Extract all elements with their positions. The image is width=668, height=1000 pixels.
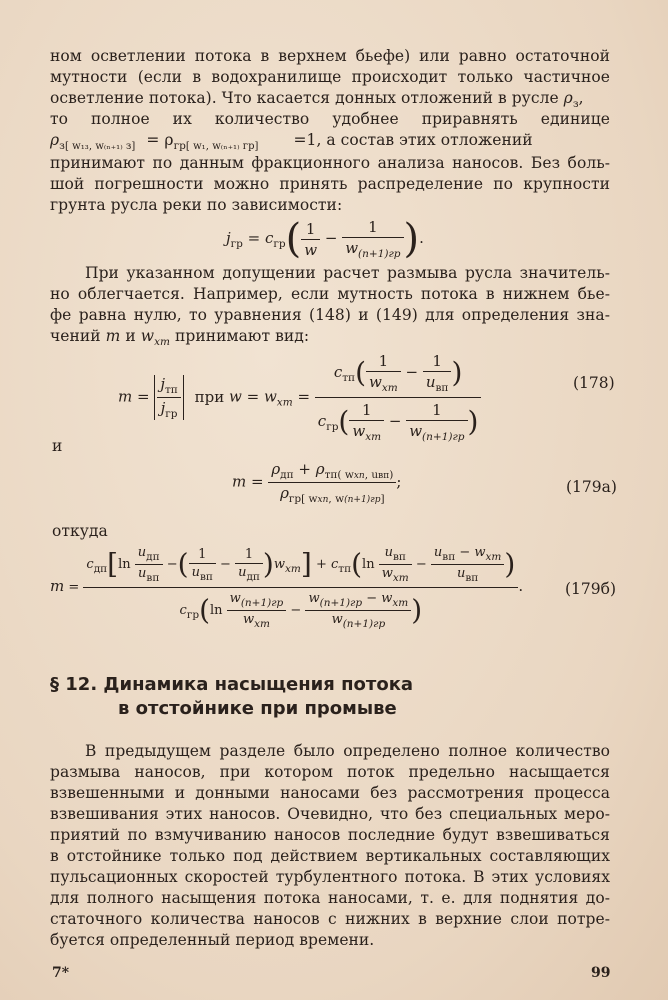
equation-number-179a: (179a) (566, 478, 617, 496)
text-line: мутности (если в водохранилище происходит только частичное (50, 68, 610, 86)
text-line: чений m и $w_{xm}$ принимают вид: (50, 327, 310, 348)
text-line: ном осветлении потока в верхнем бьефе) или равно остаточной (50, 47, 610, 65)
equation-179b: m = $c_{дп}[\ln$ $\frac{u_{дп}}{u_{вп}}$ −( $\frac{1}{u_{вп}}$ − $\frac{1}{u_{дп}}$ )$w_{xm}] + c_{тп}(\ln$ $\frac{u_{вп}}{w_{xm}}$ − $\frac{u_{вп} - w_{xm}}{u_{вп}}$ ) $c_{гр}(\ln$ $\frac{w_{(n+1)гр}}{w_{xm}}$ − $\frac{w_{(n+1)гр} - w_{xm}}{w_{(n+1)гр}}$ ) . (50, 545, 524, 630)
text-line: статочного количества наносов с нижних в верхние слои потре- (50, 910, 610, 928)
equation-j-gr: $j_{гр} = c_{гр}$( $\frac{1}{w}$ − $\frac{1}{w_{(n+1)гр}}$ ). (226, 216, 424, 262)
text-line: откуда (52, 522, 108, 540)
text-line: В предыдущем разделе было определено полное количество (85, 742, 610, 760)
text-line: осветление потока). Что касается донных отложений в русле $\rho_з$, (50, 89, 584, 110)
text-line: взвешенными и донными наносами без рассмотрения процесса (50, 784, 610, 802)
text-line: буется определенный период времени. (50, 931, 375, 949)
signature-mark: 7* (52, 965, 70, 981)
equation-179a: m = $\frac{\rho_{дп} + \rho_{тп( wxп, uвп)}}{\rho_{гр[ wxп, w(n+1)гр]}}$ ; (232, 460, 402, 505)
text-line: размыва наносов, при котором поток предельно насыщается (50, 763, 610, 781)
text-line: При указанном допущении расчет размыва русла значитель- (85, 264, 610, 282)
text-line: фе равна нулю, то уравнения (148) и (149) для определения зна- (50, 306, 610, 324)
text-line: в отстойнике только под действием вертикальных составляющих (50, 847, 610, 865)
section-heading: § 12. Динамика насыщения потока (50, 674, 414, 695)
text-line: для полного насыщения потока наносами, т. е. для поднятия до- (50, 889, 610, 907)
equation-178: m = $\frac{j_{тп}}{j_{гр}}$ при $w = w_{xm}$ = $c_{тп}$( $\frac{1}{w_{xm}}$ − $\frac{1}{u_{вп}}$ ) $c_{гр}$( $\frac{1}{w_{xm}}$ − $\frac{1}{w_{(n+1)гр}}$ ) (118, 352, 481, 443)
text-line-formula: $\rho_{з[ w_{13}, w_{(n+1)} з]} = \rho_{гр[ w_1, w_{(n+1)} гр]} =1$, а состав этих отложений (50, 131, 533, 152)
text-line: то полное их количество удобнее приравнять единице (50, 110, 610, 128)
equation-number-179b: (179б) (565, 580, 617, 598)
text-conjunction: и (52, 437, 63, 455)
page-number: 99 (591, 965, 611, 981)
equation-number-178: (178) (573, 374, 615, 392)
text-line: взвешивания этих наносов. Очевидно, что без специальных меро- (50, 805, 610, 823)
section-heading-line2: в отстойнике при промыве (118, 698, 397, 719)
text-line: шой погрешности можно принять распределение по крупности (50, 175, 610, 193)
text-line: грунта русла реки по зависимости: (50, 196, 343, 214)
text-line: но облегчается. Например, если мутность потока в нижнем бье- (50, 285, 610, 303)
text-line: принимают по данным фракционного анализа наносов. Без боль- (50, 154, 610, 172)
text-line: приятий по взмучиванию наносов последние будут взвешиваться (50, 826, 610, 844)
text-line: пульсационных скоростей турбулентного потока. В этих условиях (50, 868, 610, 886)
